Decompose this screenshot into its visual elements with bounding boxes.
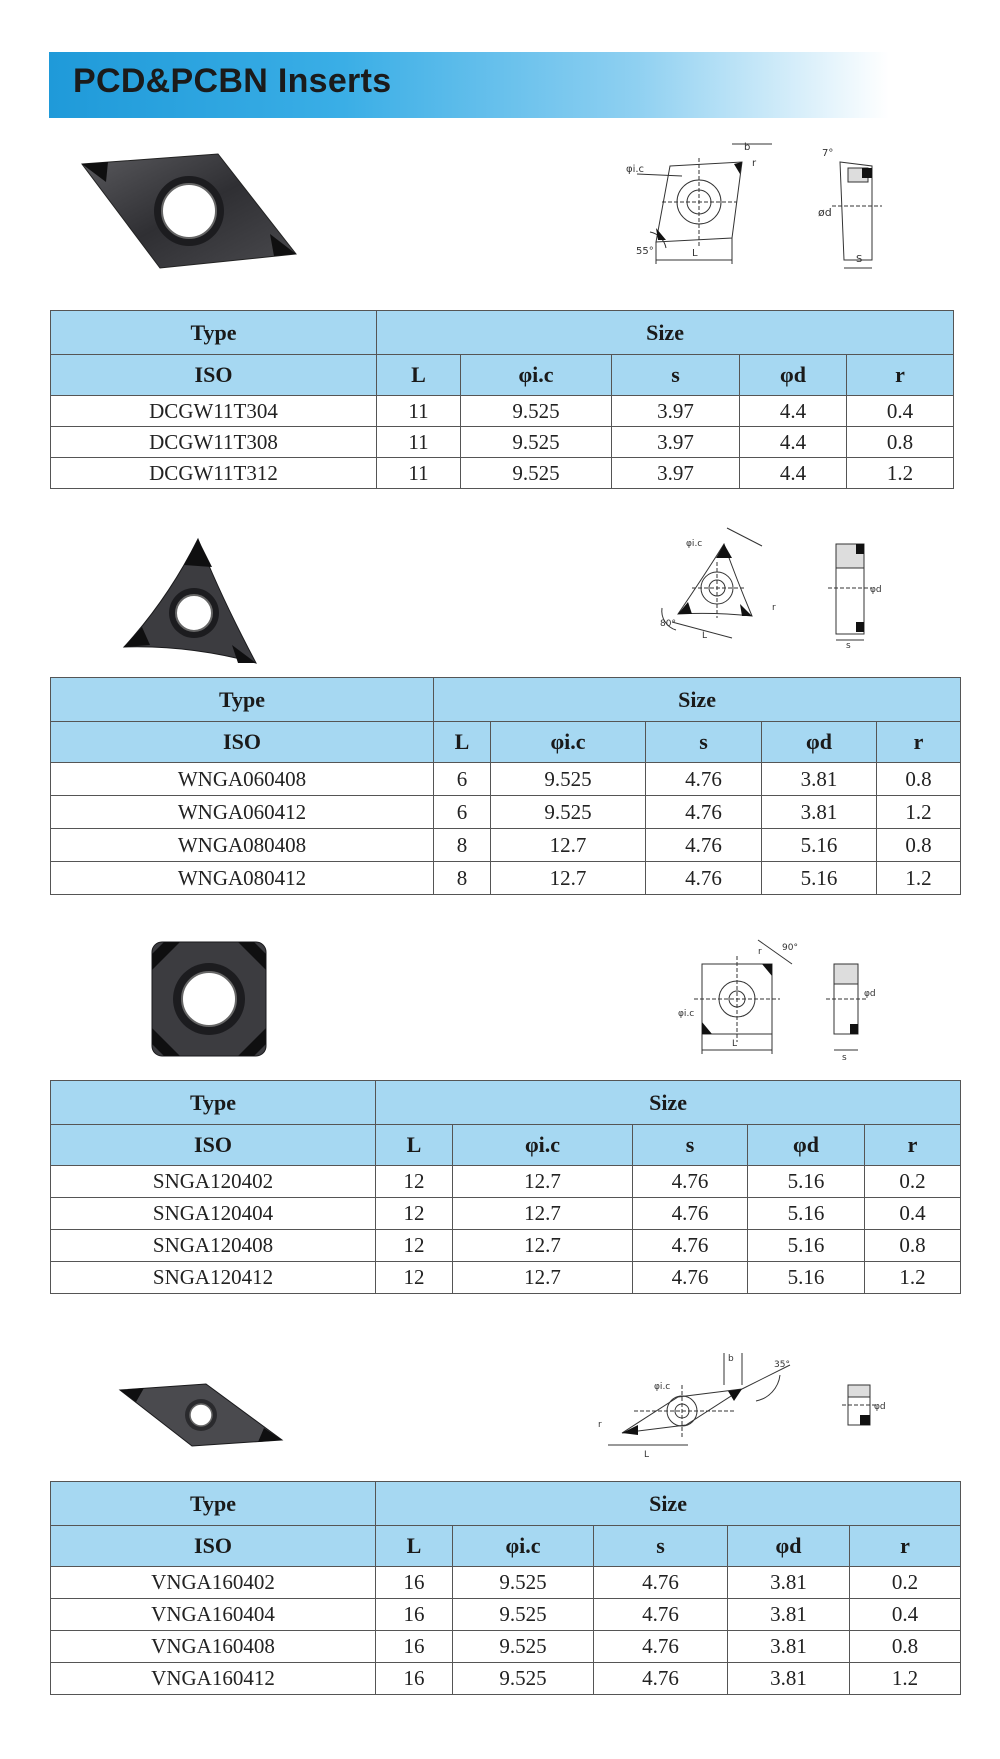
cell: 9.525 bbox=[453, 1567, 594, 1599]
table-row bbox=[51, 1198, 961, 1230]
cell: 3.81 bbox=[762, 796, 877, 829]
cell: 9.525 bbox=[461, 458, 612, 489]
cell: 11 bbox=[377, 458, 461, 489]
cell: 3.81 bbox=[728, 1599, 850, 1631]
cell: 4.76 bbox=[594, 1567, 728, 1599]
wnga-label-s: s bbox=[846, 641, 851, 650]
col-s: s bbox=[594, 1526, 728, 1567]
vnga-technical-drawing bbox=[594, 1345, 914, 1465]
col-r: r bbox=[865, 1125, 961, 1166]
cell: 8 bbox=[434, 862, 491, 895]
col-s: s bbox=[633, 1125, 748, 1166]
table-row bbox=[51, 1631, 961, 1663]
cell: 0.8 bbox=[847, 427, 954, 458]
dcgw-label-gamma: 7° bbox=[822, 148, 834, 159]
cell: 4.76 bbox=[594, 1599, 728, 1631]
wnga-insert-photo bbox=[120, 535, 260, 670]
table-row bbox=[51, 427, 954, 458]
cell: 9.525 bbox=[453, 1663, 594, 1695]
cell: 11 bbox=[377, 427, 461, 458]
dcgw-label-s: S bbox=[856, 254, 863, 265]
cell: 3.97 bbox=[612, 396, 740, 427]
table-row bbox=[51, 763, 961, 796]
size-header: Size bbox=[376, 1482, 961, 1526]
cell: 9.525 bbox=[461, 427, 612, 458]
cell: DCGW11T308 bbox=[51, 427, 377, 458]
table-row bbox=[51, 396, 954, 427]
cell: 5.16 bbox=[748, 1230, 865, 1262]
cell: 1.2 bbox=[877, 796, 961, 829]
type-header: Type bbox=[51, 678, 434, 722]
snga-label-ic: φi.c bbox=[678, 1009, 695, 1019]
type-header: Type bbox=[51, 311, 377, 355]
cell: WNGA080408 bbox=[51, 829, 434, 862]
cell: 4.76 bbox=[646, 829, 762, 862]
cell: 1.2 bbox=[877, 862, 961, 895]
cell: 12.7 bbox=[491, 862, 646, 895]
dcgw-label-L: L bbox=[692, 248, 698, 259]
cell: 12.7 bbox=[491, 829, 646, 862]
cell: 5.16 bbox=[762, 862, 877, 895]
col-d: φd bbox=[740, 355, 847, 396]
cell: VNGA160404 bbox=[51, 1599, 376, 1631]
dcgw-label-d: ød bbox=[818, 206, 832, 219]
col-iso: ISO bbox=[51, 355, 377, 396]
table-row bbox=[51, 1166, 961, 1198]
col-l: L bbox=[434, 722, 491, 763]
cell: WNGA060408 bbox=[51, 763, 434, 796]
cell: 4.76 bbox=[646, 862, 762, 895]
snga-spec-table bbox=[50, 1080, 961, 1294]
cell: 16 bbox=[376, 1663, 453, 1695]
cell: 16 bbox=[376, 1599, 453, 1631]
vnga-label-b: b bbox=[728, 1354, 734, 1364]
vnga-label-d: φd bbox=[874, 1402, 886, 1412]
table-row bbox=[51, 862, 961, 895]
cell: WNGA060412 bbox=[51, 796, 434, 829]
table-row bbox=[51, 1262, 961, 1294]
col-s: s bbox=[646, 722, 762, 763]
cell: 12 bbox=[376, 1230, 453, 1262]
cell: 1.2 bbox=[847, 458, 954, 489]
col-s: s bbox=[612, 355, 740, 396]
cell: 0.4 bbox=[847, 396, 954, 427]
cell: 0.4 bbox=[850, 1599, 961, 1631]
cell: WNGA080412 bbox=[51, 862, 434, 895]
cell: 16 bbox=[376, 1631, 453, 1663]
wnga-label-ic: φi.c bbox=[686, 539, 703, 549]
col-ic: φi.c bbox=[453, 1526, 594, 1567]
cell: 16 bbox=[376, 1567, 453, 1599]
cell: 9.525 bbox=[491, 763, 646, 796]
cell: 4.4 bbox=[740, 458, 847, 489]
cell: 6 bbox=[434, 763, 491, 796]
dcgw-label-ic: φi.c bbox=[626, 164, 645, 175]
page-title: PCD&PCBN Inserts bbox=[73, 62, 392, 100]
vnga-label-ic: φi.c bbox=[654, 1382, 671, 1392]
cell: 4.76 bbox=[633, 1230, 748, 1262]
col-l: L bbox=[376, 1526, 453, 1567]
cell: 9.525 bbox=[461, 396, 612, 427]
cell: 4.76 bbox=[646, 796, 762, 829]
vnga-label-L: L bbox=[644, 1450, 650, 1460]
dcgw-insert-photo bbox=[78, 150, 303, 275]
snga-technical-drawing bbox=[672, 932, 902, 1064]
cell: 4.4 bbox=[740, 396, 847, 427]
dcgw-spec-table bbox=[50, 310, 954, 489]
cell: 5.16 bbox=[748, 1166, 865, 1198]
table-row bbox=[51, 796, 961, 829]
snga-label-L: L bbox=[732, 1039, 738, 1049]
cell: 12.7 bbox=[453, 1198, 633, 1230]
cell: 0.2 bbox=[865, 1166, 961, 1198]
cell: 12.7 bbox=[453, 1166, 633, 1198]
cell: 4.76 bbox=[646, 763, 762, 796]
col-r: r bbox=[850, 1526, 961, 1567]
table-row bbox=[51, 458, 954, 489]
cell: 12.7 bbox=[453, 1262, 633, 1294]
size-header: Size bbox=[434, 678, 961, 722]
col-l: L bbox=[376, 1125, 453, 1166]
snga-label-s: s bbox=[842, 1053, 847, 1063]
table-row bbox=[51, 1230, 961, 1262]
cell: 4.76 bbox=[633, 1262, 748, 1294]
cell: 4.76 bbox=[633, 1166, 748, 1198]
table-row bbox=[51, 1599, 961, 1631]
vnga-insert-photo bbox=[118, 1382, 284, 1448]
wnga-label-d: φd bbox=[870, 585, 882, 595]
cell: 11 bbox=[377, 396, 461, 427]
dcgw-label-angle: 55° bbox=[636, 246, 654, 257]
cell: 0.8 bbox=[850, 1631, 961, 1663]
cell: 3.81 bbox=[728, 1631, 850, 1663]
cell: 3.81 bbox=[762, 763, 877, 796]
cell: SNGA120404 bbox=[51, 1198, 376, 1230]
cell: 3.97 bbox=[612, 458, 740, 489]
cell: VNGA160408 bbox=[51, 1631, 376, 1663]
cell: 3.81 bbox=[728, 1567, 850, 1599]
vnga-spec-table bbox=[50, 1481, 961, 1695]
cell: 12 bbox=[376, 1262, 453, 1294]
cell: 9.525 bbox=[453, 1599, 594, 1631]
col-iso: ISO bbox=[51, 722, 434, 763]
cell: 1.2 bbox=[865, 1262, 961, 1294]
col-d: φd bbox=[728, 1526, 850, 1567]
table-row bbox=[51, 829, 961, 862]
cell: 4.76 bbox=[594, 1663, 728, 1695]
cell: 4.4 bbox=[740, 427, 847, 458]
snga-label-d: φd bbox=[864, 989, 876, 999]
cell: SNGA120408 bbox=[51, 1230, 376, 1262]
table-row bbox=[51, 1663, 961, 1695]
cell: 12 bbox=[376, 1198, 453, 1230]
cell: 9.525 bbox=[491, 796, 646, 829]
cell: 3.81 bbox=[728, 1663, 850, 1695]
cell: SNGA120412 bbox=[51, 1262, 376, 1294]
vnga-label-angle: 35° bbox=[774, 1360, 790, 1370]
cell: 0.8 bbox=[877, 829, 961, 862]
type-header: Type bbox=[51, 1081, 376, 1125]
wnga-label-angle: 80° bbox=[660, 619, 676, 629]
col-d: φd bbox=[748, 1125, 865, 1166]
cell: 9.525 bbox=[453, 1631, 594, 1663]
cell: 0.8 bbox=[877, 763, 961, 796]
cell: SNGA120402 bbox=[51, 1166, 376, 1198]
dcgw-label-r: r bbox=[752, 158, 757, 169]
wnga-label-L: L bbox=[702, 631, 708, 641]
cell: 12.7 bbox=[453, 1230, 633, 1262]
wnga-technical-drawing bbox=[652, 518, 902, 650]
col-l: L bbox=[377, 355, 461, 396]
col-r: r bbox=[877, 722, 961, 763]
dcgw-technical-drawing bbox=[622, 136, 912, 276]
cell: VNGA160412 bbox=[51, 1663, 376, 1695]
cell: 8 bbox=[434, 829, 491, 862]
title-banner bbox=[49, 52, 889, 118]
cell: 5.16 bbox=[748, 1198, 865, 1230]
cell: 0.8 bbox=[865, 1230, 961, 1262]
cell: 5.16 bbox=[748, 1262, 865, 1294]
col-ic: φi.c bbox=[453, 1125, 633, 1166]
type-header: Type bbox=[51, 1482, 376, 1526]
col-r: r bbox=[847, 355, 954, 396]
wnga-spec-table bbox=[50, 677, 961, 895]
col-ic: φi.c bbox=[491, 722, 646, 763]
vnga-label-r: r bbox=[598, 1420, 602, 1430]
size-header: Size bbox=[377, 311, 954, 355]
col-d: φd bbox=[762, 722, 877, 763]
cell: DCGW11T312 bbox=[51, 458, 377, 489]
snga-label-angle: 90° bbox=[782, 943, 798, 953]
snga-label-r: r bbox=[758, 947, 762, 957]
col-ic: φi.c bbox=[461, 355, 612, 396]
size-header: Size bbox=[376, 1081, 961, 1125]
cell: 12 bbox=[376, 1166, 453, 1198]
snga-insert-photo bbox=[150, 940, 268, 1058]
cell: VNGA160402 bbox=[51, 1567, 376, 1599]
col-iso: ISO bbox=[51, 1526, 376, 1567]
cell: 5.16 bbox=[762, 829, 877, 862]
cell: 4.76 bbox=[594, 1631, 728, 1663]
cell: 3.97 bbox=[612, 427, 740, 458]
cell: 6 bbox=[434, 796, 491, 829]
cell: 0.4 bbox=[865, 1198, 961, 1230]
table-row bbox=[51, 1567, 961, 1599]
dcgw-label-b: b bbox=[744, 142, 751, 153]
col-iso: ISO bbox=[51, 1125, 376, 1166]
cell: DCGW11T304 bbox=[51, 396, 377, 427]
cell: 4.76 bbox=[633, 1198, 748, 1230]
cell: 1.2 bbox=[850, 1663, 961, 1695]
wnga-label-r: r bbox=[772, 603, 776, 613]
cell: 0.2 bbox=[850, 1567, 961, 1599]
